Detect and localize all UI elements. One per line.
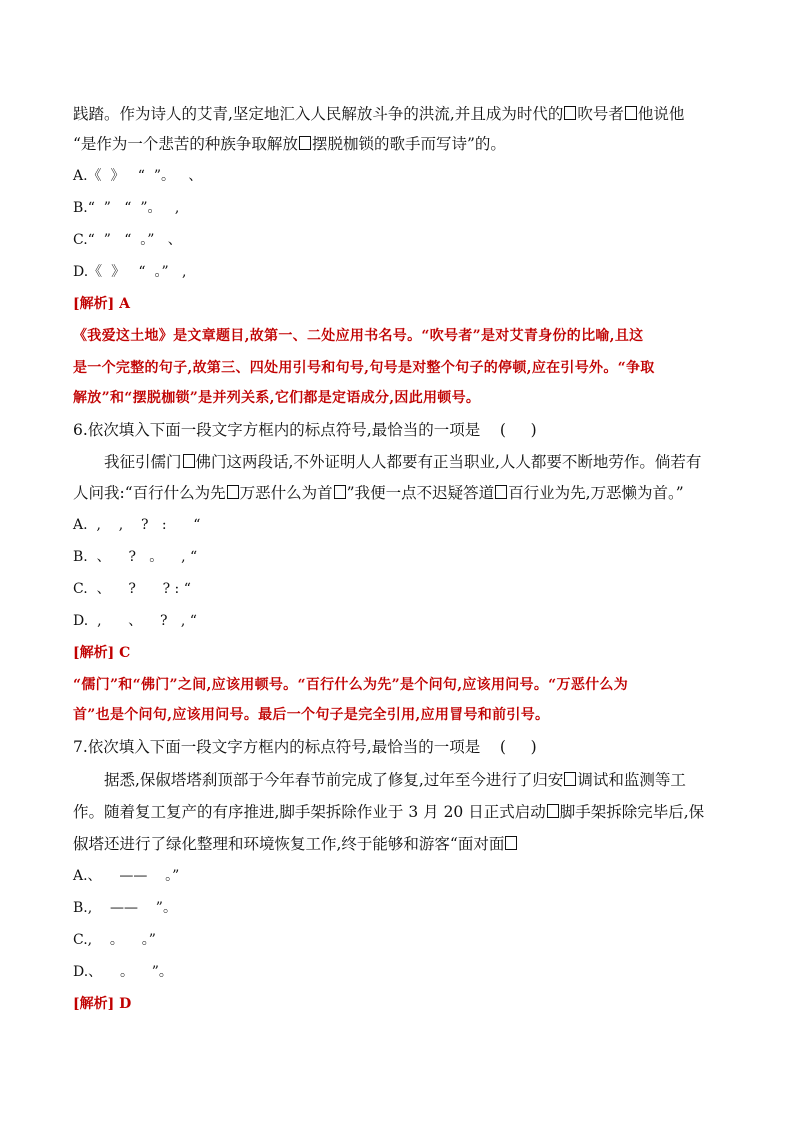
blank-box: [505, 836, 517, 850]
blank-box: [299, 136, 311, 150]
q6-answer-label: [解析] C: [73, 645, 131, 661]
q7-p2-part-a: 作。随着复工复产的有序推进,脚手架拆除作业于 3 月 20 日正式启动: [73, 803, 546, 821]
q5-option-c: C.“ ” “ 。” 、: [73, 232, 182, 248]
q6-option-a: A. , , ? : “: [73, 517, 201, 533]
q5-answer-label: [解析] A: [73, 296, 130, 312]
q5-line2-part-a: “是作为一个悲苦的种族争取解放: [73, 135, 298, 153]
q7-option-a: A.、 —— 。”: [73, 868, 180, 884]
q7-p3-part-a: 俶塔还进行了绿化整理和环境恢复工作,终于能够和游客“面对面: [73, 835, 505, 853]
blank-box: [564, 772, 576, 786]
q6-p2-part-c: ”我便一点不迟疑答道: [346, 484, 495, 502]
blank-box: [547, 804, 559, 818]
q7-passage-line-3: [73, 834, 518, 854]
q6-analysis-line-1: “儒门”和“佛门”之间,应该用顿号。“百行什么为先”是个问句,应该用问号。“万恶什么为: [73, 677, 629, 693]
q5-option-b: B.“ ” “ ”。 ,: [73, 200, 180, 216]
q6-passage-line-1: [104, 452, 701, 472]
blank-box: [183, 454, 195, 468]
q6-stem: 6.依次填入下面一段文字方框内的标点符号,最恰当的一项是 ( ): [73, 421, 537, 439]
q6-p2-part-d: 百行业为先,万恶懒为首。”: [508, 484, 684, 502]
q7-p2-part-b: 脚手架拆除完毕后,保: [559, 803, 705, 821]
q6-p2-part-a: 人问我:“百行什么为先: [73, 484, 226, 502]
q5-line1-part-a: 践踏。作为诗人的艾青,坚定地汇入人民解放斗争的洪流,并且成为时代的: [73, 105, 564, 123]
q5-text-line-2: [73, 134, 506, 154]
q7-option-d: D.、 。 ”。: [73, 964, 173, 980]
q5-text-line-1: [73, 104, 684, 124]
q6-analysis-line-2: 首”也是个问句,应该用问号。最后一个句子是完全引用,应用冒号和前引号。: [73, 707, 550, 723]
q7-passage-line-1: [104, 770, 686, 790]
blank-box: [625, 106, 637, 120]
q6-option-c: C. 、 ? ? : “: [73, 581, 191, 597]
q6-p1-part-b: 佛门这两段话,不外证明人人都要有正当职业,人人都要不断地劳作。倘若有: [195, 453, 702, 471]
q5-analysis-line-3: 解放”和“摆脱枷锁”是并列关系,它们都是定语成分,因此用顿号。: [73, 390, 481, 406]
q5-option-d: D.《 》 “ 。” ,: [73, 264, 187, 280]
q5-line1-part-c: 他说他: [637, 105, 685, 123]
q5-analysis-line-1: 《我爱这土地》是文章题目,故第一、二处应用书名号。“吹号者”是对艾青身份的比喻,且这: [73, 328, 644, 344]
blank-box: [495, 485, 507, 499]
q5-option-a: A.《 》 “ ”。 、: [73, 168, 203, 184]
q7-option-c: C., 。 。”: [73, 932, 156, 948]
q6-option-b: B. 、 ? 。 , “: [73, 549, 198, 565]
q7-passage-line-2: [73, 802, 704, 822]
q7-option-b: B., —— ”。: [73, 900, 177, 916]
q6-p2-part-b: 万恶什么为首: [239, 484, 333, 502]
q5-analysis-line-2: 是一个完整的句子,故第三、四处用引号和句号,句号是对整个句子的停顿,应在引号外。“争取: [73, 360, 655, 376]
q7-p1-part-b: 调试和监测等工: [577, 771, 686, 789]
q7-answer-label: [解析] D: [73, 996, 132, 1012]
blank-box: [334, 485, 346, 499]
q7-p1-part-a: 据悉,保俶塔塔刹顶部于今年春节前完成了修复,过年至今进行了归安: [104, 771, 564, 789]
q5-line1-part-b: 吹号者: [577, 105, 624, 123]
q6-option-d: D. , 、 ? , “: [73, 613, 197, 629]
q6-p1-part-a: 我征引儒门: [104, 453, 182, 471]
q7-stem: 7.依次填入下面一段文字方框内的标点符号,最恰当的一项是 ( ): [73, 738, 537, 756]
q5-line2-part-b: 摆脱枷锁的歌手而写诗”的。: [311, 135, 506, 153]
q6-passage-line-2: [73, 483, 684, 503]
blank-box: [564, 106, 576, 120]
blank-box: [227, 485, 239, 499]
